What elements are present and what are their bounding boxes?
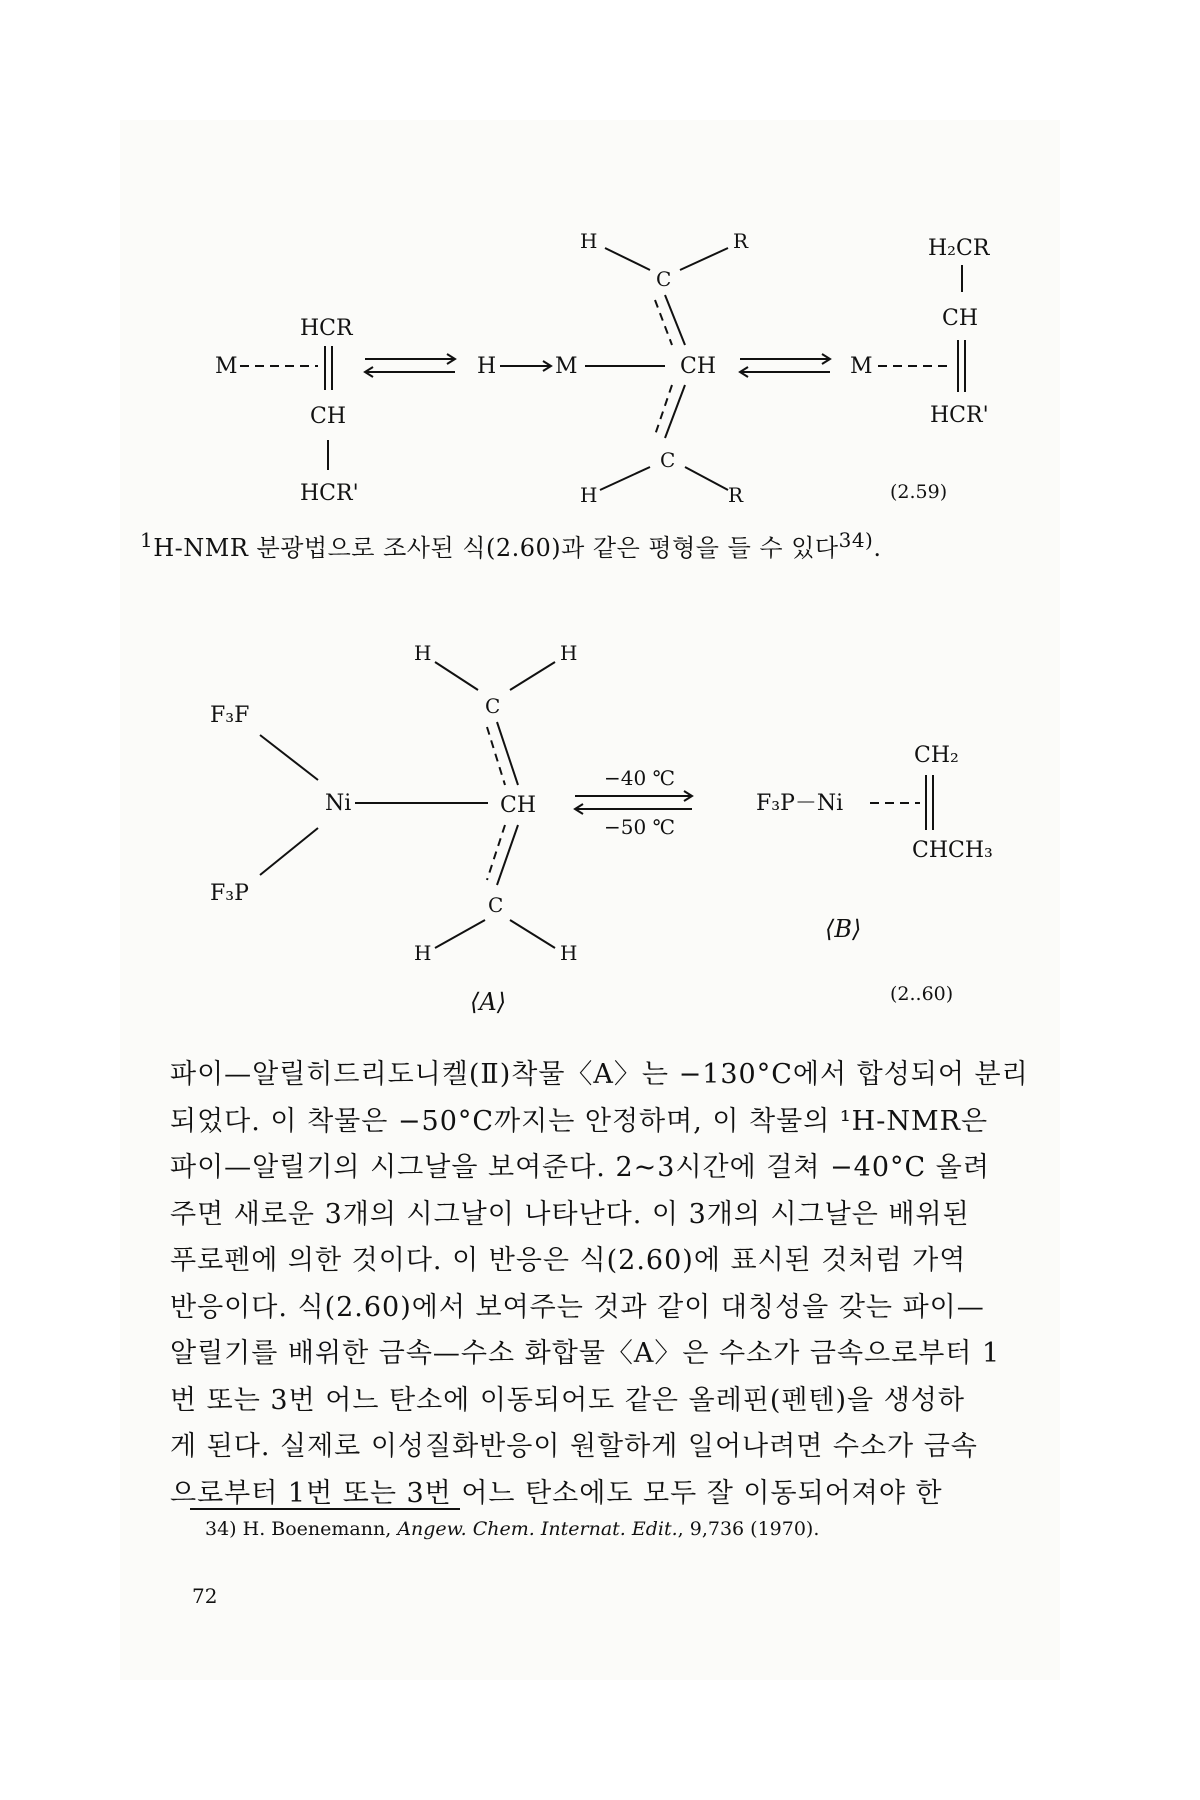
paragraph-line: 으로부터 1번 또는 3번 어느 탄소에도 모두 잘 이동되어져야 한: [170, 1477, 943, 1509]
eq259-left-mid: CH: [310, 404, 347, 429]
paragraph-line: 되었다. 이 착물은 −50°C까지는 안정하며, 이 착물의 ¹H-NMR은: [170, 1105, 989, 1137]
footnote-details: , 9,736 (1970).: [677, 1518, 820, 1540]
eq259-right-M: M: [850, 354, 873, 379]
eq259-bot-H: H: [580, 483, 598, 507]
footnote-author: 34) H. Boenemann,: [205, 1518, 398, 1540]
eq260-h4: H: [560, 941, 578, 965]
eq259-left-bot: HCR': [300, 481, 359, 506]
eq259-top-R: R: [733, 229, 749, 253]
paragraph-line: 푸로펜에 의한 것이다. 이 반응은 식(2.60)에 표시된 것처럼 가역: [170, 1245, 967, 1276]
eq259-number: (2.59): [890, 481, 948, 503]
eq260-metal: Ni: [325, 791, 352, 816]
eq259-bot-R: R: [728, 483, 744, 507]
eq259-left-M: M: [215, 354, 238, 379]
intro-sentence: [140, 528, 1040, 563]
paragraph-line: 파이—알릴기의 시그날을 보여준다. 2~3시간에 걸쳐 −40°C 올려: [170, 1152, 990, 1183]
footnote: [205, 1518, 819, 1540]
eq260-ligand1: F₃F: [210, 703, 250, 728]
paragraph-line: 게 된다. 실제로 이성질화반응이 원할하게 일어나려면 수소가 금속: [170, 1431, 978, 1462]
paragraph-line: 알릴기를 배위한 금속—수소 화합물〈A〉은 수소가 금속으로부터 1: [170, 1338, 1001, 1369]
eq260-top-C: C: [485, 694, 501, 718]
eq260-B-bot: CHCH₃: [912, 838, 993, 863]
eq260-h1: H: [414, 641, 432, 665]
eq259-center-M: M: [555, 354, 578, 379]
paragraph-line: 반응이다. 식(2.60)에서 보여주는 것과 같이 대칭성을 갖는 파이—: [170, 1291, 985, 1323]
eq260-ligand2: F₃P: [210, 881, 249, 906]
eq260-label-A: ⟨A⟩: [470, 988, 507, 1016]
body-paragraph: [170, 1052, 1030, 1517]
eq260-cond-bot: −50 ℃: [604, 815, 675, 839]
eq260-cond-top: −40 ℃: [604, 766, 675, 790]
sentence-end: .: [873, 534, 882, 562]
paragraph-line: 주면 새로운 3개의 시그날이 나타난다. 이 3개의 시그날은 배위된: [170, 1198, 970, 1230]
eq259-right-mid: CH: [942, 306, 979, 331]
reference-34: 34): [838, 528, 874, 552]
eq260-h2: H: [560, 641, 578, 665]
eq260-number: (2..60): [890, 983, 954, 1005]
intro-sentence-text: H-NMR 분광법으로 조사된 식(2.60)과 같은 평형을 들 수 있다: [153, 534, 839, 562]
eq259-center-H: H: [477, 354, 497, 379]
eq259-top-C: C: [656, 267, 672, 291]
eq260-ch: CH: [500, 793, 537, 818]
page-number: 72: [192, 1584, 218, 1608]
paragraph-line: 번 또는 3번 어느 탄소에 이동되어도 같은 올레핀(펜텐)을 생성하: [170, 1384, 965, 1416]
eq259-right-top: H₂CR: [928, 236, 990, 261]
eq259-center-ch: CH: [680, 354, 717, 379]
eq259-top-H: H: [580, 229, 598, 253]
eq260-B-top: CH₂: [914, 743, 959, 768]
footnote-divider: [190, 1508, 460, 1510]
eq260-B-left: F₃P－Ni: [756, 791, 844, 816]
paragraph-line: 파이—알릴히드리도니켈(Ⅱ)착물〈A〉는 −130°C에서 합성되어 분리: [170, 1059, 1029, 1090]
eq259-left-top: HCR: [300, 316, 353, 341]
eq260-h3: H: [414, 941, 432, 965]
isotope-superscript: 1: [140, 528, 154, 552]
footnote-journal: Angew. Chem. Internat. Edit.: [397, 1518, 678, 1540]
eq259-right-bot: HCR': [930, 403, 989, 428]
eq260-bot-C: C: [488, 893, 504, 917]
eq260-label-B: ⟨B⟩: [825, 915, 862, 943]
equation-2-59: [215, 229, 991, 507]
equation-2-60: [210, 641, 993, 1016]
eq259-bot-C: C: [660, 448, 676, 472]
